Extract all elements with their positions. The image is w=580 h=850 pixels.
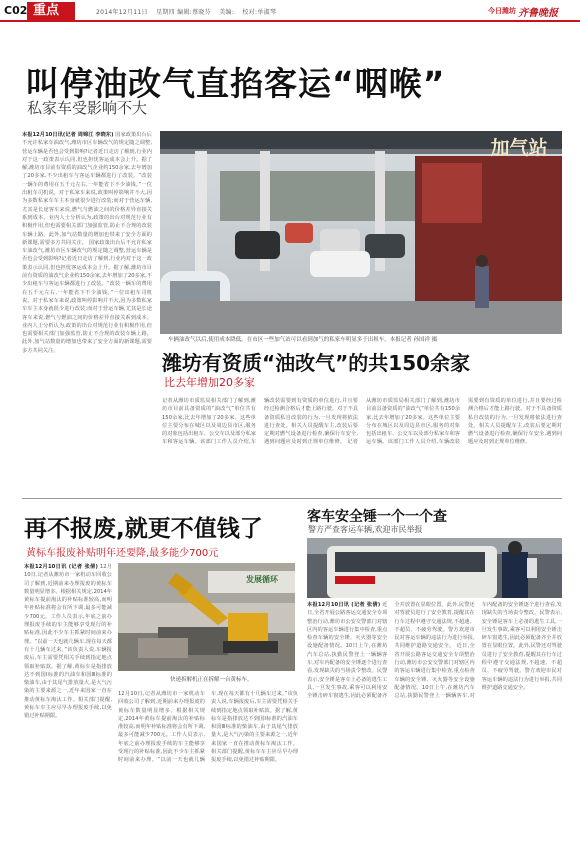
main-subhead: 私家车受影响不大 — [27, 99, 148, 117]
photo3-caption: 快递拆解机正在拆解一台黄标车。 — [170, 677, 253, 683]
article1-text-cont: 国家政策出台后不允许私家车油改气,潍坊市区车辆改气的规定随之调整,营运车辆是否也会受到影响?记者近日走访了解到,行业内对于这一政策表示认同,但也担忧客运成本会上升。据了解,潍坊市目前有资质的油改气企业约150余家,去年增加了20多家,不少出租车与客运车辆都进行了改装。“改装一辆车的费用在五千元左右,一年能省下不少油钱。”一位出租车司机说。对于私家车来说,政策叫停影响并不大,因为多数私家车车主本身就很少进行改装;而对于营运车辆,尤其是长途客车来说,燃气与燃油之间的价格差异直接关系到成本。业内人士分析认为,政策的出台对规范行业有积极作用,但也需要相关部门加强监管,防止不合规的改装车辆上路。此外,加气站数量的增加也带来了安全方面的新课题,需要多方共同关注。 — [22, 239, 152, 354]
article4-headline: 客车安全锤一个一个查 — [307, 509, 447, 525]
header-meta — [96, 7, 282, 16]
article2-headline: 潍坊有资质“油改气”的共150余家 — [162, 351, 471, 375]
header-proofreader: 校对:单淑琴 — [242, 9, 277, 16]
article3-text-cont: 12月10日,记者从潍坊市一家机动车回收公司了解到,近期前来办理报废的黄标车数量明显增多。根据相关规定,2014年黄标车提前淘汰的补贴标准较高,而明年补贴标准将会有所下调,最多可能减少700元。工作人员表示,年底之前办理报废手续的车主能够享受现行的补贴标准,因此不少车主抓紧时间前来办理。“以前一天也就几辆车,现在每天都有十几辆车过来。”该负责人说,车辆报废后,车主需要凭相关手续到指定地点领取补贴款。据了解,黄标车是指排放达不到国Ⅰ标准的汽油车和国Ⅲ标准的柴油车,由于其尾气排放量大,是大气污染的主要来源之一,近年来国家一直在推动黄标车淘汰工作。相关部门提醒,黄标车车主应尽早办理报废手续,以免错过补贴期限。 — [118, 691, 298, 764]
article4-text-cont: 近日,全省开展公路客运交通安全专项整治行动,潍坊市公安交警部门对辖区内的客运车辆进行集中检查,重点检查车辆的安全锤、灭火器等安全设施配备情况。10日上午,在潍坊汽车总站,执勤民警登上一辆辆客车,对车内配备的安全锤逐个进行查看,发现缺失的当场责令整改。民警表示,安全锤是客车上必备的逃生工具,一旦发生事故,乘客可以利用安全锤击碎车窗逃生,因此必须配备齐全并放置在显眼位置。此外,民警还对驾驶员进行了安全教育,提醒其在行车过程中遵守交通法规,不超速、不超员、不疲劳驾驶。警方欢迎市民对客运车辆的违法行为进行举报,共同维护道路交通安全。 — [394, 602, 562, 700]
article3-text: 12月10日,记者从潍坊市一家机动车回收公司了解到,近期前来办理报废的黄标车数量明显增多。根据相关规定,2014年黄标车提前淘汰的补贴标准较高,而明年补贴标准将会有所下调,最多可能减少700元。工作人员表示,年底之前办理报废手续的车主能够享受现行的补贴标准,因此不少车主抓紧时间前来办理。“以前一天也就几辆车,现在每天都有十几辆车过来。”该负责人说,车辆报废后,车主需要凭相关手续到指定地点领取补贴款。据了解,黄标车是指排放达不到国Ⅰ标准的汽油车和国Ⅲ标准的柴油车,由于其尾气排放量大,是大气污染的主要来源之一,近年来国家一直在推动黄标车淘汰工作。相关部门提醒,黄标车车主应尽早办理报废手续,以免错过补贴期限。 — [24, 564, 112, 720]
gas-station-illustration — [160, 131, 562, 334]
article4-subhead: 警方严查客运车辆,欢迎市民举报 — [308, 525, 423, 534]
gas-station-sign: 加气站 — [490, 137, 548, 159]
page-header — [0, 0, 580, 22]
header-editor: 星期四 编辑:蔡晓芬 — [156, 9, 211, 16]
article3-headline: 再不报废,就更不值钱了 — [24, 516, 263, 542]
scrap-yard-sign: 发展循环 — [246, 575, 278, 584]
article3-lead: 本报12月10日讯 (记者 张倩) — [24, 564, 98, 570]
excavator-photo — [118, 563, 295, 671]
article2-text-cont: 记者从潍坊市质监局相关部门了解到,潍坊市目前具备资质的“油改气”单位共有150余家,比去年增加了20多家。这些单位主要分布在城区以及周边县市区,服务的对象包括出租车、公交车以及部分私家车和客运车辆。该部门工作人员介绍,车辆改装需要到有资质的单位进行,并且要经过检测合格后才能上路行驶。对于不具备资质私自改装的行为,一旦发现将依法进行查处。相关人员提醒车主,改装后要定期对燃气设备进行检查,确保行车安全,遇到问题应及时到正规单位维修。 — [347, 398, 562, 446]
section-tag: 重点 — [27, 2, 75, 20]
header-column-tag: 今日潍坊 — [488, 7, 516, 15]
page-number: C02 — [4, 4, 28, 17]
header-date: 2014年12月11日 — [96, 9, 148, 16]
article4-lead: 本报12月10日讯 (记者 张倩) — [307, 602, 381, 608]
photo1-caption: 车辆油改气以后,使用成本降低。在市区一些加气站可以看到加气的私家车明显多于出租车。本报记者 孙国祥 摄 — [168, 337, 438, 343]
main-headline: 叫停油改气直掐客运“咽喉” — [26, 64, 446, 103]
article2-text: 记者从潍坊市质监局相关部门了解到,潍坊市目前具备资质的“油改气”单位共有150余家,比去年增加了20多家。这些单位主要分布在城区以及周边县市区,服务的对象包括出租车、公交车以及部分私家车和客运车辆。该部门工作人员介绍,车辆改装需要到有资质的单位进行,并且要经过检测合格后才能上路行驶。对于不具备资质私自改装的行为,一旦发现将依法进行查处。相关人员提醒车主,改装后要定期对燃气设备进行检查,确保行车安全,遇到问题应及时到正规单位维修。 — [162, 398, 358, 446]
article4-text: 近日,全省开展公路客运交通安全专项整治行动,潍坊市公安交警部门对辖区内的客运车辆进行集中检查,重点检查车辆的安全锤、灭火器等安全设施配备情况。10日上午,在潍坊汽车总站,执勤民警登上一辆辆客车,对车内配备的安全锤逐个进行查看,发现缺失的当场责令整改。民警表示,安全锤是客车上必备的逃生工具,一旦发生事故,乘客可以利用安全锤击碎车窗逃生,因此必须配备齐全并放置在显眼位置。此外,民警还对驾驶员进行了安全教育,提醒其在行车过程中遵守交通法规,不超速、不超员、不疲劳驾驶。警方欢迎市民对客运车辆的违法行为进行举报,共同维护道路交通安全。 — [307, 602, 475, 700]
section-divider — [22, 498, 562, 499]
article3-body — [24, 563, 112, 843]
article1-text: 国家政策出台后不允许私家车油改气,潍坊市区车辆改气的规定随之调整,营运车辆是否也会受到影响?记者近日走访了解到,行业内对于这一政策表示认同,但也担忧客运成本会上升。据了解,潍坊市目前有资质的油改气企业约150余家,去年增加了20多家,不少出租车与客运车辆都进行了改装。“改装一辆车的费用在五千元左右,一年能省下不少油钱。”一位出租车司机说。对于私家车来说,政策叫停影响并不大,因为多数私家车车主本身就很少进行改装;而对于营运车辆,尤其是长途客车来说,燃气与燃油之间的价格差异直接关系到成本。业内人士分析认为,政策的出台对规范行业有积极作用,但也需要相关部门加强监管,防止不合规的改装车辆上路。此外,加气站数量的增加也带来了安全方面的新课题,需要多方共同关注。 — [22, 132, 152, 246]
gas-station-photo — [160, 131, 562, 334]
article2-body — [162, 397, 562, 479]
article1-body — [22, 131, 152, 496]
bus-inspection-photo — [307, 538, 562, 598]
article1-lead: 本报12月10日讯(记者 周锦江 李晓东) — [22, 132, 114, 138]
newspaper-logo: 齐鲁晚报 — [518, 8, 558, 19]
header-designer: 美编: — [219, 9, 235, 16]
article2-subhead: 比去年增加20多家 — [164, 376, 255, 389]
article4-body — [307, 601, 562, 843]
article3-body-cont — [118, 690, 298, 843]
bus-inspection-illustration — [307, 538, 562, 598]
article3-subhead: 黄标车报废补贴明年还要降,最多能少700元 — [26, 548, 219, 559]
